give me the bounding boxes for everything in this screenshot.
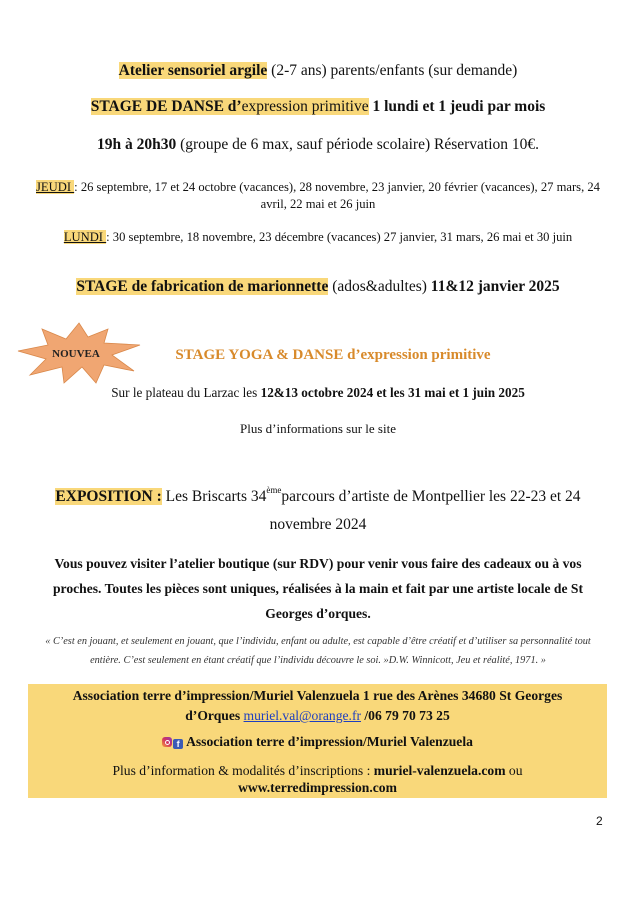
exposition-text: Les Briscarts 34 [161,488,267,505]
workshop-detail: (2-7 ans) parents/enfants (sur demande) [267,62,518,79]
visit-paragraph: Vous pouvez visiter l’atelier boutique (sur RDV) pour venir vous faire des cadeaux ou à vos proches. Toutes les pièces sont uniques, réalisées à la main et fait par une artiste locale de St Georges d’orques. [52,556,584,621]
yoga-dates: 12&13 octobre 2024 et les 31 mai et 1 juin 2025 [260,385,525,400]
yoga-location-prefix: Sur le plateau du Larzac les [111,385,261,400]
site-link-1[interactable]: muriel-valenzuela.com [373,763,506,778]
email-link[interactable]: muriel.val@orange.fr [243,708,361,723]
dance-frequency: 1 lundi et 1 jeudi par mois [368,98,546,115]
contact-phone: /06 79 70 73 25 [361,708,450,723]
contact-box [28,684,607,798]
dance-title-line [0,98,636,116]
new-badge-label: NOUVEA [52,348,100,360]
exposition-label: EXPOSITION : [55,488,162,505]
instagram-icon[interactable] [162,737,172,747]
workshop-line [0,62,636,80]
dance-time-detail: (groupe de 6 max, sauf période scolaire) Réservation 10€. [176,136,540,153]
contact-city: d’Orques [185,708,244,723]
info-mid: ou [505,763,523,778]
lundi-dates: : 30 septembre, 18 novembre, 23 décembre (vacances) 27 janvier, 31 mars, 26 mai et 30 juin [106,230,573,244]
jeudi-label: JEUDI [36,180,75,194]
social-name: Association terre d’impression/Muriel Valenzuela [186,734,473,749]
lundi-label: LUNDI [63,230,107,244]
exposition-superscript: ème [266,485,282,495]
yoga-location [0,385,636,401]
exposition-text-after: parcours d’artiste de Montpellier les 22-23 et 24 [281,488,581,505]
jeudi-dates: : 26 septembre, 17 et 24 octobre (vacances), 28 novembre, 23 janvier, 20 février (vacances), 27 mars, 24 avril, 22 mai et 26 juin [74,180,600,211]
puppet-line [0,278,636,296]
puppet-title: STAGE de fabrication de marionnette [76,278,329,295]
dance-time: 19h à 20h30 [96,136,177,153]
lundi-schedule [30,229,606,246]
jeudi-schedule [30,179,606,213]
dance-title-normal: expression primitive [241,98,369,115]
page-number: 2 [596,814,603,828]
exposition-line-2: novembre 2024 [269,516,367,533]
puppet-dates: 11&12 janvier 2025 [430,278,560,295]
yoga-more-info: Plus d’informations sur le site [240,421,396,436]
exposition-line [0,485,636,506]
site-link-2[interactable]: www.terredimpression.com [238,780,397,795]
winnicott-quote: « C’est en jouant, et seulement en jouant, que l’individu, enfant ou adulte, est capable d’être créatif et d’utiliser sa personnalité tout entière. C’est seulement en étant créatif que l’individu découvre le soi. »D.W. Winnicott, Jeu et réalité, 1971. » [45,636,591,666]
dance-time-line [0,136,636,154]
social-icons [162,735,183,751]
facebook-icon[interactable]: f [173,739,183,749]
contact-address: Association terre d’impression/Muriel Valenzuela 1 rue des Arènes 34680 St Georges [72,688,563,703]
workshop-title: Atelier sensoriel argile [118,62,268,79]
puppet-audience: (ados&adultes) [328,278,431,295]
dance-title: STAGE DE DANSE d’expression primitive [90,98,369,115]
yoga-title: STAGE YOGA & DANSE d’expression primitive [175,347,491,363]
info-prefix: Plus d’information & modalités d’inscriptions : [112,763,374,778]
